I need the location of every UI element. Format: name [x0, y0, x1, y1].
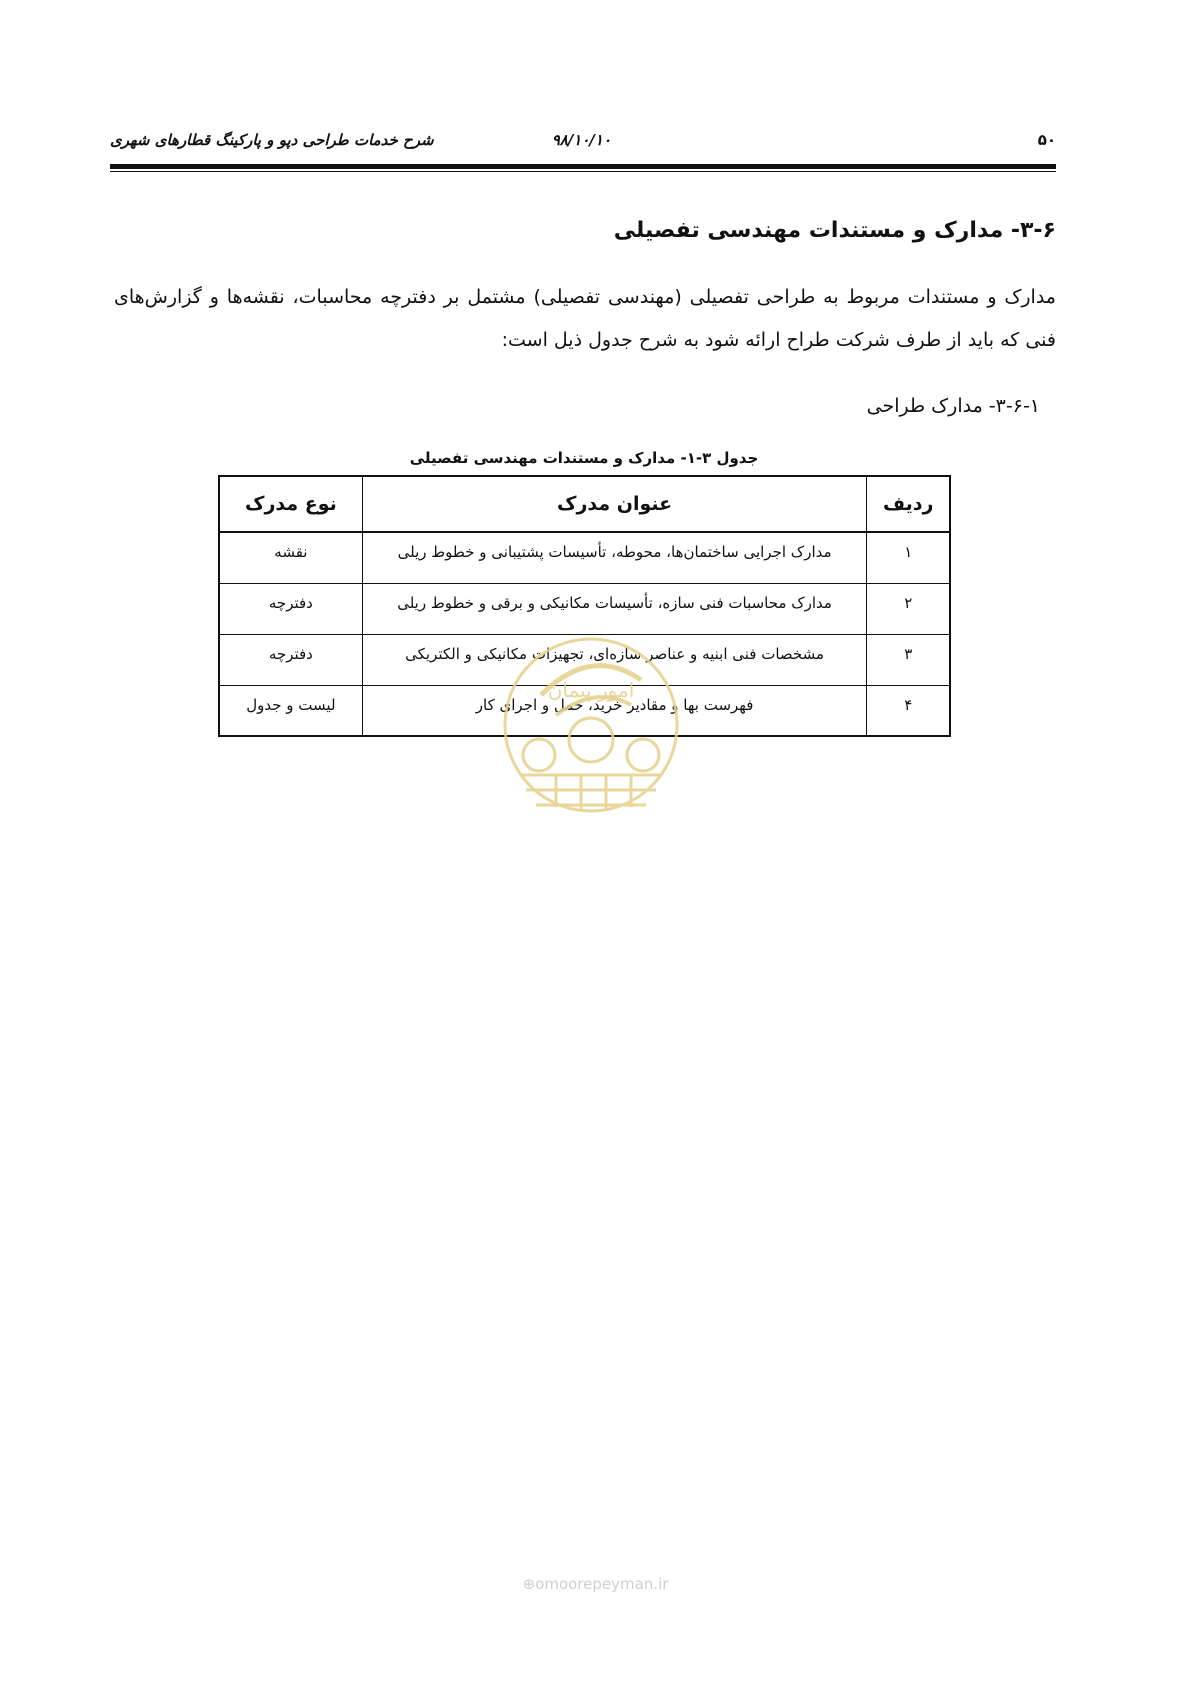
document-type: نقشه [219, 532, 362, 583]
document-type: دفترچه [219, 583, 362, 634]
header-date: ۹۸/۱۰/۱۰ [551, 131, 611, 149]
watermark-logo [501, 635, 681, 885]
header-document-title: عنوان مدرک [362, 476, 867, 532]
document-title: مشخصات فنی ابنیه و عناصر سازه‌ای، تجهیزات مکانیکی و الکتریکی [362, 634, 867, 685]
page-header [110, 131, 1056, 159]
section-paragraph: مدارک و مستندات مربوط به طراحی تفصیلی (مهندسی تفصیلی) مشتمل بر دفترچه محاسبات، نقشه‌ها و گزارش‌های فنی که باید از طرف شرکت طراح ارائه شود به شرح جدول ذیل است: [114, 286, 1056, 351]
document-type: لیست و جدول [219, 685, 362, 736]
watermark-logo-text: امور پیمان [547, 678, 635, 702]
document-title: مدارک اجرایی ساختمان‌ها، محوطه، تأسیسات پشتیبانی و خطوط ریلی [362, 532, 867, 583]
table-caption: جدول ۳-۱- مدارک و مستندات مهندسی تفصیلی [409, 449, 759, 467]
table-row [219, 583, 950, 634]
section-title: ۳-۶- مدارک و مستندات مهندسی تفصیلی [613, 218, 1056, 243]
table-row [219, 532, 950, 583]
table-header-row [219, 476, 950, 532]
header-row-number: ردیف [867, 476, 950, 532]
document-type: دفترچه [219, 634, 362, 685]
document-title: فهرست بها و مقادیر خرید، حمل و اجرای کار [362, 685, 867, 736]
header-rule-thick [110, 164, 1056, 169]
page-number: ۵۰ [1037, 131, 1056, 149]
document-title: مدارک محاسبات فنی سازه، تأسیسات مکانیکی و برقی و خطوط ریلی [362, 583, 867, 634]
header-document-type: نوع مدرک [219, 476, 362, 532]
row-number: ۴ [867, 685, 950, 736]
subsection-title: ۳-۶-۱- مدارک طراحی [866, 395, 1040, 417]
row-number: ۱ [867, 532, 950, 583]
watermark-url: ⊕omoorepeyman.ir [522, 1575, 669, 1593]
globe-icon: ⊕ [522, 1575, 536, 1593]
row-number: ۳ [867, 634, 950, 685]
header-document-title: شرح خدمات طراحی دپو و پارکینگ قطارهای شهری [110, 131, 434, 149]
row-number: ۲ [867, 583, 950, 634]
header-rule-thin [110, 171, 1056, 172]
